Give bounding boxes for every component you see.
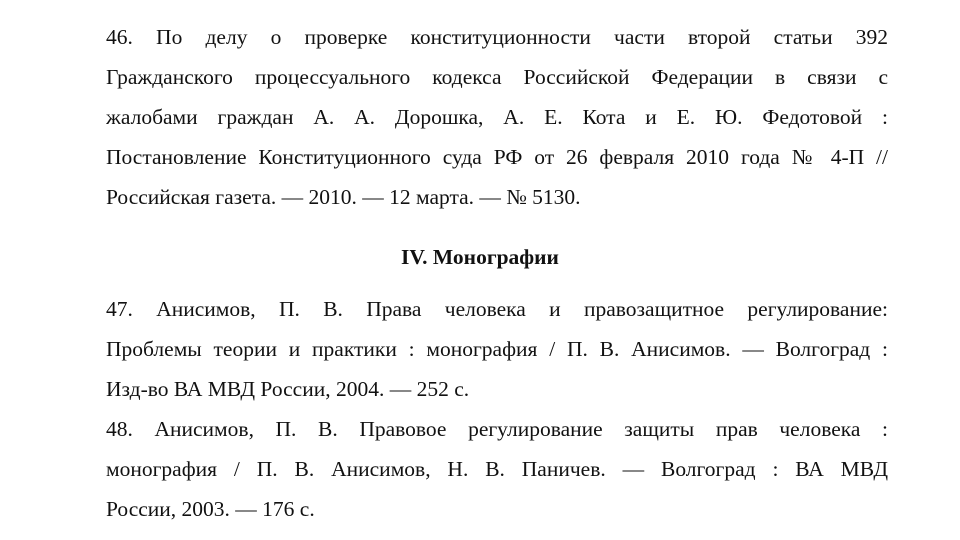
entry-46-line-5: Российская газета. — 2010. — 12 марта. — № 5130.	[106, 185, 581, 209]
entry-46-line-2: Гражданского процессуального кодекса Российской Федерации в связи с	[106, 65, 888, 89]
entry-48-line-3: России, 2003. — 176 с.	[106, 497, 315, 521]
entry-46-line-3: жалобами граждан А. А. Дорошка, А. Е. Кота и Е. Ю. Федотовой :	[106, 105, 888, 129]
entry-47-line-3: Изд-во ВА МВД России, 2004. — 252 с.	[106, 377, 470, 401]
entry-48-line-1: 48. Анисимов, П. В. Правовое регулирование защиты прав человека :	[106, 417, 888, 441]
entry-48-line-2: монография / П. В. Анисимов, Н. В. Паничев. — Волгоград : ВА МВД	[106, 457, 888, 481]
entry-47-line-1: 47. Анисимов, П. В. Права человека и правозащитное регулирование:	[106, 297, 888, 321]
entry-46-line-1: 46. По делу о проверке конституционности части второй статьи 392	[106, 25, 888, 49]
section-heading: IV. Монографии	[401, 245, 559, 269]
entry-46-line-4: Постановление Конституционного суда РФ от 26 февраля 2010 года № 4-П //	[106, 145, 888, 169]
entry-47-line-2: Проблемы теории и практики : монография / П. В. Анисимов. — Волгоград :	[106, 337, 888, 361]
